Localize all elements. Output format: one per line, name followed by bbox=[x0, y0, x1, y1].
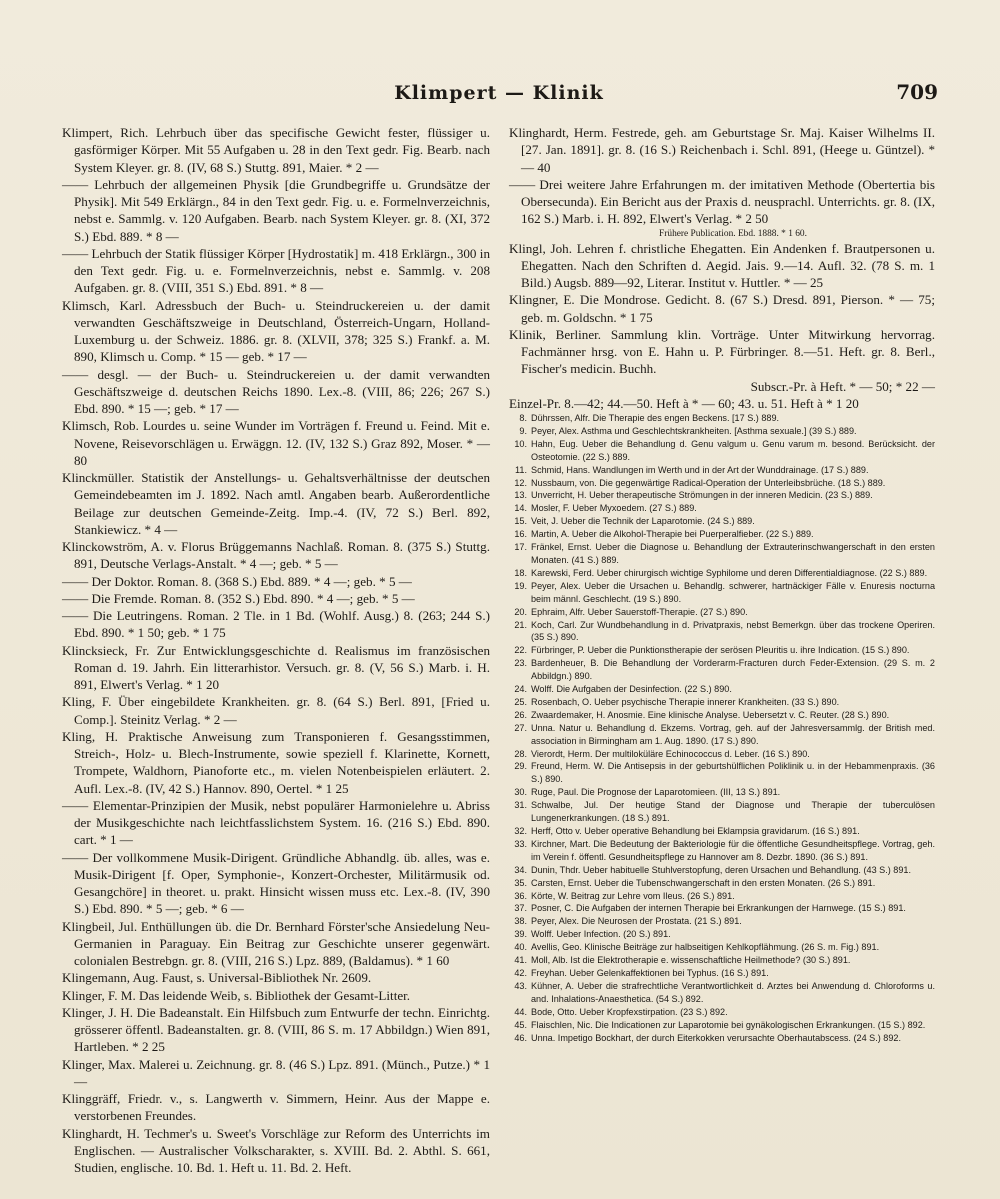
series-item-number: 13. bbox=[514, 490, 527, 501]
series-item bbox=[509, 464, 935, 477]
series-item-text: Kirchner, Mart. Die Bedeutung der Bakteriologie für die öffentliche Gesundheitspflege. Vortrag, geh. im Verein f. öffentl. Gesundheitspflege zu Hannover am 8. Dezbr. 1890. (36 S.) 891. bbox=[531, 838, 935, 862]
bibliography-entry: Klingbeil, Jul. Enthüllungen üb. die Dr. Bernhard Förster'sche Ansiedelung Neu-Germanien in Paraguay. Ein Beitrag zur Geschichte unserer gegenwärt. colonialen Bestrebgn. gr. 8. (VIII, 216 S.) Lpz. 889, (Baldamus). * 1 60 bbox=[62, 918, 490, 968]
series-item bbox=[509, 567, 935, 580]
bibliography-entry: —— Die Fremde. Roman. 8. (352 S.) Ebd. 890. * 4 —; geb. * 5 — bbox=[62, 590, 415, 606]
bibliography-entry: —— desgl. — der Buch- u. Steindruckereien u. der damit verwandten Geschäftszweige d. deutschen Reichs 1890. Lex.-8. (VIII, 86; 226; 267 S.) Ebd. 890. * 15 —; geb. * 17 — bbox=[62, 366, 490, 416]
series-item-number: 43. bbox=[514, 980, 527, 991]
series-item-text: Dührssen, Alfr. Die Therapie des engen Beckens. [17 S.) 889. bbox=[531, 413, 780, 423]
series-item-text: Peyer, Alex. Die Neurosen der Prostata. (21 S.) 891. bbox=[531, 916, 742, 927]
bibliography-entry: —— Lehrbuch der Statik flüssiger Körper [Hydrostatik] m. 418 Erklärgn., 300 in den Text gedr. Fig. u. e. Formelnverzeichnis, nebst e. Sammlg. v. 208 Aufgaben. gr. 8. (VIII, 351 S.) Ebd. 891. * 8 — bbox=[62, 245, 490, 296]
series-item-number: 37. bbox=[514, 903, 527, 914]
series-item-text: Koch, Carl. Zur Wundbehandlung in d. Privatpraxis, nebst Bemerkgn. über das trockene Operiren. (35 S.) 890. bbox=[531, 619, 935, 643]
series-item-text: Zwaardemaker, H. Anosmie. Eine klinische Analyse. Uebersetzt v. C. Reuter. (28 S.) 890. bbox=[531, 709, 890, 720]
bibliography-entry: Klincksieck, Fr. Zur Entwicklungsgeschichte d. Realismus im französischen Roman d. 19. Jahrh. Ein litterarhistor. Versuch. gr. 8. (V, 56 S.) Marb. i. H. 891, Elwert's Verlag. * 1 20 bbox=[62, 642, 490, 692]
series-item-number: 22. bbox=[514, 645, 527, 656]
bibliography-entry: Klingl, Joh. Lehren f. christliche Ehegatten. Ein Andenken f. Brautpersonen u. Ehegatten. Nach den Schriften d. Aegid. Jais. 9.—14. Aufl. 32. (78 S. m. 1 Bild.) Augsb. 889—92, Literar. Institut v. Huttler. * — 25 bbox=[509, 240, 935, 290]
series-item-text: Vierordt, Herm. Der multiloküläre Echinococcus d. Leber. (16 S.) 890. bbox=[531, 748, 810, 759]
series-item-text: Veit, J. Ueber die Technik der Laparotomie. (24 S.) 889. bbox=[531, 516, 755, 527]
series-item-number: 16. bbox=[514, 529, 527, 540]
series-item-number: 17. bbox=[514, 542, 527, 553]
series-item bbox=[509, 786, 935, 799]
bibliography-entry: Klinger, J. H. Die Badeanstalt. Ein Hilfsbuch zum Entwurfe der techn. Einrichtg. grösserer öffentl. Badeanstalten. gr. 8. (VIII, 86 S. m. 17 Abbildgn.) Wien 891, Hartleben. * 2 25 bbox=[62, 1004, 490, 1055]
series-item bbox=[509, 722, 935, 748]
series-item-number: 40. bbox=[514, 942, 527, 953]
series-item bbox=[509, 657, 935, 683]
series-item bbox=[509, 915, 935, 928]
bibliography-entry: —— Drei weitere Jahre Erfahrungen m. der imitativen Methode (Obertertia bis Obersecunda). Ein Bericht aus der Praxis d. neusprachl. Unterrichts. gr. 8. (IX, 162 S.) Marb. i. H. 892, Elwert's Verlag. * 2 50 bbox=[509, 176, 935, 227]
series-item bbox=[509, 1032, 935, 1045]
series-item-text: Schwalbe, Jul. Der heutige Stand der Diagnose und Therapie der tuberculösen Lungenerkrankungen. (18 S.) 891. bbox=[531, 800, 935, 824]
series-item-text: Posner, C. Die Aufgaben der internen Therapie bei Erkrankungen der Harnwege. (15 S.) 891. bbox=[531, 903, 906, 914]
series-item-number: 23. bbox=[514, 658, 527, 669]
series-item-number: 15. bbox=[514, 516, 527, 527]
series-item-number: 11. bbox=[515, 464, 527, 475]
series-item-number: 19. bbox=[514, 580, 527, 591]
series-item-number: 39. bbox=[514, 929, 527, 940]
bibliography-entry: Klingemann, Aug. Faust, s. Universal-Bibliothek Nr. 2609. bbox=[62, 970, 372, 986]
series-item bbox=[509, 619, 935, 645]
series-item-text: Wolff. Ueber Infection. (20 S.) 891. bbox=[531, 929, 671, 940]
series-item bbox=[509, 606, 935, 619]
right-column bbox=[509, 124, 935, 1044]
series-item bbox=[509, 696, 935, 709]
series-item bbox=[509, 580, 935, 606]
bibliography-entry: —— Lehrbuch der allgemeinen Physik [die Grundbegriffe u. Grundsätze der Physik]. Mit 549 Erklärgn., 84 in den Text gedr. Fig. u. e. Formelnverzeichnis, nebst e. Sammlg. v. 120 Aufgaben. Bearb. nach System Kleyer. gr. 8. (XI, 372 S.) Ebd. 889. * 8 — bbox=[62, 176, 490, 244]
series-item-number: 9. bbox=[519, 425, 527, 436]
series-item-text: Ephraim, Alfr. Ueber Sauerstoff-Therapie. (27 S.) 890. bbox=[531, 606, 748, 617]
series-item bbox=[509, 502, 935, 515]
series-item-number: 12. bbox=[514, 477, 527, 488]
series-item-number: 38. bbox=[514, 916, 527, 927]
series-item-text: Unna. Natur u. Behandlung d. Ekzems. Vortrag, geh. auf der Jahresversammlg. der British med. association in Birmingham am 1. Aug. 1890. (17 S.) 890. bbox=[531, 722, 935, 746]
series-item-number: 25. bbox=[514, 696, 527, 707]
series-item bbox=[509, 890, 935, 903]
earlier-publication-note: Frühere Publication. Ebd. 1888. * 1 60. bbox=[659, 228, 807, 239]
series-item bbox=[509, 528, 935, 541]
series-item-number: 14. bbox=[514, 503, 527, 514]
series-item bbox=[509, 1006, 935, 1019]
series-item-number: 10. bbox=[514, 438, 527, 449]
bibliography-entry: Klimsch, Karl. Adressbuch der Buch- u. Steindruckereien u. der damit verwandten Geschäftszweige in Deutschland, Österreich-Ungarn, Holland-Luxemburg u. der Schweiz. 1886. gr. 8. (XLVII, 378; 325 S.) Frankf. a. M. 890, Klimsch u. Comp. * 15 — geb. * 17 — bbox=[62, 297, 490, 365]
series-item-number: 29. bbox=[514, 761, 527, 772]
series-item-text: Peyer, Alex. Asthma und Geschlechtskrankheiten. [Asthma sexuale.] (39 S.) 889. bbox=[531, 425, 857, 436]
series-item-text: Flaischlen, Nic. Die Indicationen zur Laparotomie bei gynäkologischen Erkrankungen. (15 S.) 892. bbox=[531, 1019, 926, 1030]
series-item-text: Martin, A. Ueber die Alkohol-Therapie bei Puerperalfieber. (22 S.) 889. bbox=[531, 529, 814, 540]
series-item-text: Körte, W. Beitrag zur Lehre vom Ileus. (26 S.) 891. bbox=[531, 890, 735, 901]
series-item-text: Bardenheuer, B. Die Behandlung der Vorderarm-Fracturen durch Feder-Extension. (29 S. m. 2 Abbildgn.) 890. bbox=[531, 658, 935, 682]
bibliography-entry: Kling, H. Praktische Anweisung zum Transponieren f. Gesangsstimmen, Streich-, Holz- u. Blech-Instrumente, sowie speziell f. Klarinette, Kornett, Trompete, Waldhorn, Pianoforte etc., m. vielen Notenbeispielen erläutert. 2. Aufl. Lex.-8. (IV, 42 S.) Hannov. 890, Oertel. * 1 25 bbox=[62, 728, 490, 796]
right-top-entries bbox=[509, 124, 935, 228]
series-item-text: Fürbringer, P. Ueber die Punktionstherapie der serösen Pleuritis u. ihre Indication. (15 S.) 890. bbox=[531, 645, 910, 656]
series-item-number: 41. bbox=[514, 955, 527, 966]
series-item-text: Carsten, Ernst. Ueber die Tubenschwangerschaft in den ersten Monaten. (26 S.) 891. bbox=[531, 877, 876, 888]
series-item-number: 28. bbox=[514, 748, 527, 759]
series-item-text: Rosenbach, O. Ueber psychische Therapie innerer Krankheiten. (33 S.) 890. bbox=[531, 696, 840, 707]
bibliography-entry: Kling, F. Über eingebildete Krankheiten. gr. 8. (64 S.) Berl. 891, [Fried u. Comp.]. Steinitz Verlag. * 2 — bbox=[62, 694, 490, 727]
bibliography-entry: —— Der Doktor. Roman. 8. (368 S.) Ebd. 889. * 4 —; geb. * 5 — bbox=[62, 573, 412, 589]
bibliography-entry: Klinghardt, Herm. Festrede, geh. am Geburtstage Sr. Maj. Kaiser Wilhelms II. [27. Jan. 1891]. gr. 8. (16 S.) Reichenbach i. Schl. 891, (Heege u. Güntzel). * — 40 bbox=[509, 125, 935, 175]
series-item-text: Avellis, Geo. Klinische Beiträge zur halbseitigen Kehlkopflähmung. (26 S. m. Fig.) 891. bbox=[531, 942, 880, 953]
series-item bbox=[509, 877, 935, 890]
series-item bbox=[509, 941, 935, 954]
series-item bbox=[509, 748, 935, 761]
bibliography-entry: Klinger, Max. Malerei u. Zeichnung. gr. 8. (46 S.) Lpz. 891. (Münch., Putze.) * 1 — bbox=[62, 1056, 490, 1089]
series-item bbox=[509, 954, 935, 967]
series-item-number: 8. bbox=[519, 413, 527, 423]
series-item bbox=[509, 838, 935, 864]
page-header bbox=[60, 80, 938, 110]
series-item bbox=[509, 644, 935, 657]
series-item-number: 24. bbox=[514, 684, 527, 695]
bibliography-entry: Klinghardt, H. Techmer's u. Sweet's Vorschläge zur Reform des Unterrichts im Englischen. — Australischer Volkscharakter, s. XVIII. Bd. 2. Abthl. S. 661, Studien, englische. 10. Bd. 1. Heft u. 11. Bd. 2. Heft. bbox=[62, 1125, 490, 1175]
series-item bbox=[509, 1019, 935, 1032]
bibliography-entry: Klimpert, Rich. Lehrbuch über das specifische Gewicht fester, flüssiger u. gasförmiger Körper. Mit 55 Aufgaben u. 28 in den Text gedr. Fig. Bearb. nach System Kleyer. gr. 8. (IV, 68 S.) Stuttg. 891, Maier. * 2 — bbox=[62, 125, 490, 175]
series-contents-list bbox=[509, 412, 935, 1044]
bibliography-entry: Klingner, E. Die Mondrose. Gedicht. 8. (67 S.) Dresd. 891, Pierson. * — 75; geb. m. Goldschn. * 1 75 bbox=[509, 292, 935, 325]
series-item bbox=[509, 412, 935, 425]
series-item-text: Mosler, F. Ueber Myxoedem. (27 S.) 889. bbox=[531, 503, 697, 514]
bibliography-entry: Klinckmüller. Statistik der Anstellungs- u. Gehaltsverhältnisse der deutschen Gemeindebeamten im J. 1892. Nach amtl. Angaben bearb. Außerordentliche Beilage zur deutschen Gemeinde-Zeitg. Imp.-4. (IV, 72 S.) Berl. 892, Stankiewicz. * 4 — bbox=[62, 470, 490, 537]
series-item-number: 45. bbox=[514, 1019, 527, 1030]
series-item bbox=[509, 928, 935, 941]
series-item-number: 21. bbox=[514, 619, 527, 630]
right-mid-entries bbox=[509, 240, 935, 378]
series-item-text: Dunin, Thdr. Ueber habituelle Stuhlverstopfung, deren Ursachen und Behandlung. (43 S.) 891. bbox=[531, 864, 911, 875]
series-item bbox=[509, 683, 935, 696]
series-item bbox=[509, 902, 935, 915]
series-item-number: 32. bbox=[514, 826, 527, 836]
series-item-text: Schmid, Hans. Wandlungen im Werth und in der Art der Wunddrainage. (17 S.) 889. bbox=[531, 464, 869, 475]
left-column bbox=[62, 124, 490, 1176]
series-item-number: 34. bbox=[514, 864, 527, 875]
series-item-number: 36. bbox=[514, 890, 527, 901]
bibliography-entry: —— Die Leutringens. Roman. 2 Tle. in 1 Bd. (Wohlf. Ausg.) 8. (263; 244 S.) Ebd. 890. * 1 50; geb. * 1 75 bbox=[62, 608, 490, 641]
series-item bbox=[509, 489, 935, 502]
series-item-text: Moll, Alb. Ist die Elektrotherapie e. wissenschaftliche Heilmethode? (30 S.) 891. bbox=[531, 955, 851, 966]
bibliography-entry: Klimsch, Rob. Lourdes u. seine Wunder im Vorträgen f. Freund u. Feind. Mit e. Novene, Reisevorschlägen u. Erwäggn. 12. (IV, 132 S.) Graz 892, Moser. * — 80 bbox=[62, 418, 490, 468]
series-item bbox=[509, 709, 935, 722]
series-item-text: Kühner, A. Ueber die strafrechtliche Verantwortlichkeit d. Arztes bei Anwendung d. Chloroforms u. and. Inhalations-Anaesthetica. (54 S.) 892. bbox=[531, 980, 935, 1004]
single-price: Einzel-Pr. 8.—42; 44.—50. Heft à * — 60; 43. u. 51. Heft à * 1 20 bbox=[509, 395, 859, 411]
series-item-number: 30. bbox=[514, 787, 527, 798]
series-item-number: 31. bbox=[514, 800, 527, 811]
series-item bbox=[509, 980, 935, 1006]
bibliography-entry: Klinik, Berliner. Sammlung klin. Vorträge. Unter Mitwirkung hervorrag. Fachmänner hrsg. von E. Hahn u. P. Fürbringer. 8.—51. Heft. gr. 8. Berl., Fischer's medicin. Buchh. bbox=[509, 326, 935, 377]
series-item bbox=[509, 760, 935, 786]
series-item-number: 46. bbox=[514, 1032, 527, 1043]
series-item bbox=[509, 967, 935, 980]
series-item-number: 18. bbox=[514, 567, 527, 578]
series-item-number: 20. bbox=[514, 606, 527, 617]
series-item-text: Unverricht, H. Ueber therapeutische Strömungen in der inneren Medicin. (23 S.) 889. bbox=[531, 490, 873, 501]
bibliography-entry: —— Elementar-Prinzipien der Musik, nebst populärer Harmonielehre u. Abriss der Musikgeschichte nach leichtfasslichstem System. 16. (216 S.) Ebd. 890. cart. * 1 — bbox=[62, 797, 490, 848]
series-item-text: Unna. Impetigo Bockhart, der durch Eiterkokken verursachte Oberhautabscess. (24 S.) 892. bbox=[531, 1032, 902, 1043]
bibliography-entry: —— Der vollkommene Musik-Dirigent. Gründliche Abhandlg. üb. alles, was e. Musik-Dirigent [f. Oper, Symphonie-, Konzert-Orchester, Militärmusik od. Gesangchöre] in theoret. u. prakt. Hinsicht wissen muss etc. Lex.-8. (IV, 390 S.) Ebd. 890. * 5 —; geb. * 6 — bbox=[62, 849, 490, 917]
series-item bbox=[509, 438, 935, 464]
series-item-number: 26. bbox=[514, 709, 527, 720]
series-item-text: Freund, Herm. W. Die Antisepsis in der geburtshülflichen Poliklinik u. in der Hebammenpraxis. (36 S.) 890. bbox=[531, 761, 935, 785]
series-item-number: 42. bbox=[514, 967, 527, 978]
series-item-text: Karewski, Ferd. Ueber chirurgisch wichtige Syphilome und deren Differentialdiagnose. (22 S.) 889. bbox=[531, 567, 928, 578]
series-item-text: Nussbaum, von. Die gegenwärtige Radical-Operation der Unterleibsbrüche. (18 S.) 889. bbox=[531, 477, 886, 488]
series-item-text: Fränkel, Ernst. Ueber die Diagnose u. Behandlung der Extrauterinschwangerschaft in den ersten Monaten. (41 S.) 889. bbox=[531, 542, 935, 565]
series-item bbox=[509, 477, 935, 490]
series-item-text: Freyhan. Ueber Gelenkaffektionen bei Typhus. (16 S.) 891. bbox=[531, 967, 769, 978]
bibliography-entry: Klinggräff, Friedr. v., s. Langwerth v. Simmern, Heinr. Aus der Mappe e. verstorbenen Freundes. bbox=[62, 1091, 490, 1124]
series-item-text: Hahn, Eug. Ueber die Behandlung d. Genu valgum u. Genu varum m. besond. Berücksicht. der Osteotomie. (22 S.) 889. bbox=[531, 438, 935, 462]
series-item-text: Bode, Otto. Ueber Kropfexstirpation. (23 S.) 892. bbox=[531, 1006, 728, 1017]
series-item bbox=[509, 425, 935, 438]
series-item-text: Wolff. Die Aufgaben der Desinfection. (22 S.) 890. bbox=[531, 684, 732, 695]
bibliography-entry: Klinger, F. M. Das leidende Weib, s. Bibliothek der Gesamt-Litter. bbox=[62, 987, 411, 1003]
series-item-text: Ruge, Paul. Die Prognose der Laparotomieen. (III, 13 S.) 891. bbox=[531, 787, 781, 798]
series-item-text: Herff, Otto v. Ueber operative Behandlung bei Eklampsia gravidarum. (16 S.) 891. bbox=[531, 826, 860, 836]
series-item bbox=[509, 541, 935, 567]
subscription-price: Subscr.-Pr. à Heft. * — 50; * 22 — bbox=[750, 378, 935, 394]
series-item-number: 33. bbox=[514, 838, 527, 849]
series-item-number: 35. bbox=[514, 877, 527, 888]
page-number: 709 bbox=[896, 80, 938, 104]
series-item-text: Peyer, Alex. Ueber die Ursachen u. Behandlg. schwerer, hartnäckiger Fälle v. Enuresis nocturna beim männl. Geschlecht. (19 S.) 890. bbox=[531, 580, 935, 604]
series-item bbox=[509, 799, 935, 825]
bibliography-entry: Klinckowström, A. v. Florus Brüggemanns Nachlaß. Roman. 8. (375 S.) Stuttg. 891, Deutsche Verlags-Anstalt. * 4 —; geb. * 5 — bbox=[62, 539, 490, 572]
series-item-number: 44. bbox=[514, 1006, 527, 1017]
series-item-number: 27. bbox=[514, 722, 527, 733]
series-item bbox=[509, 864, 935, 877]
running-title: Klimpert — Klinik bbox=[394, 82, 604, 104]
series-item bbox=[509, 515, 935, 528]
series-item bbox=[509, 825, 935, 838]
